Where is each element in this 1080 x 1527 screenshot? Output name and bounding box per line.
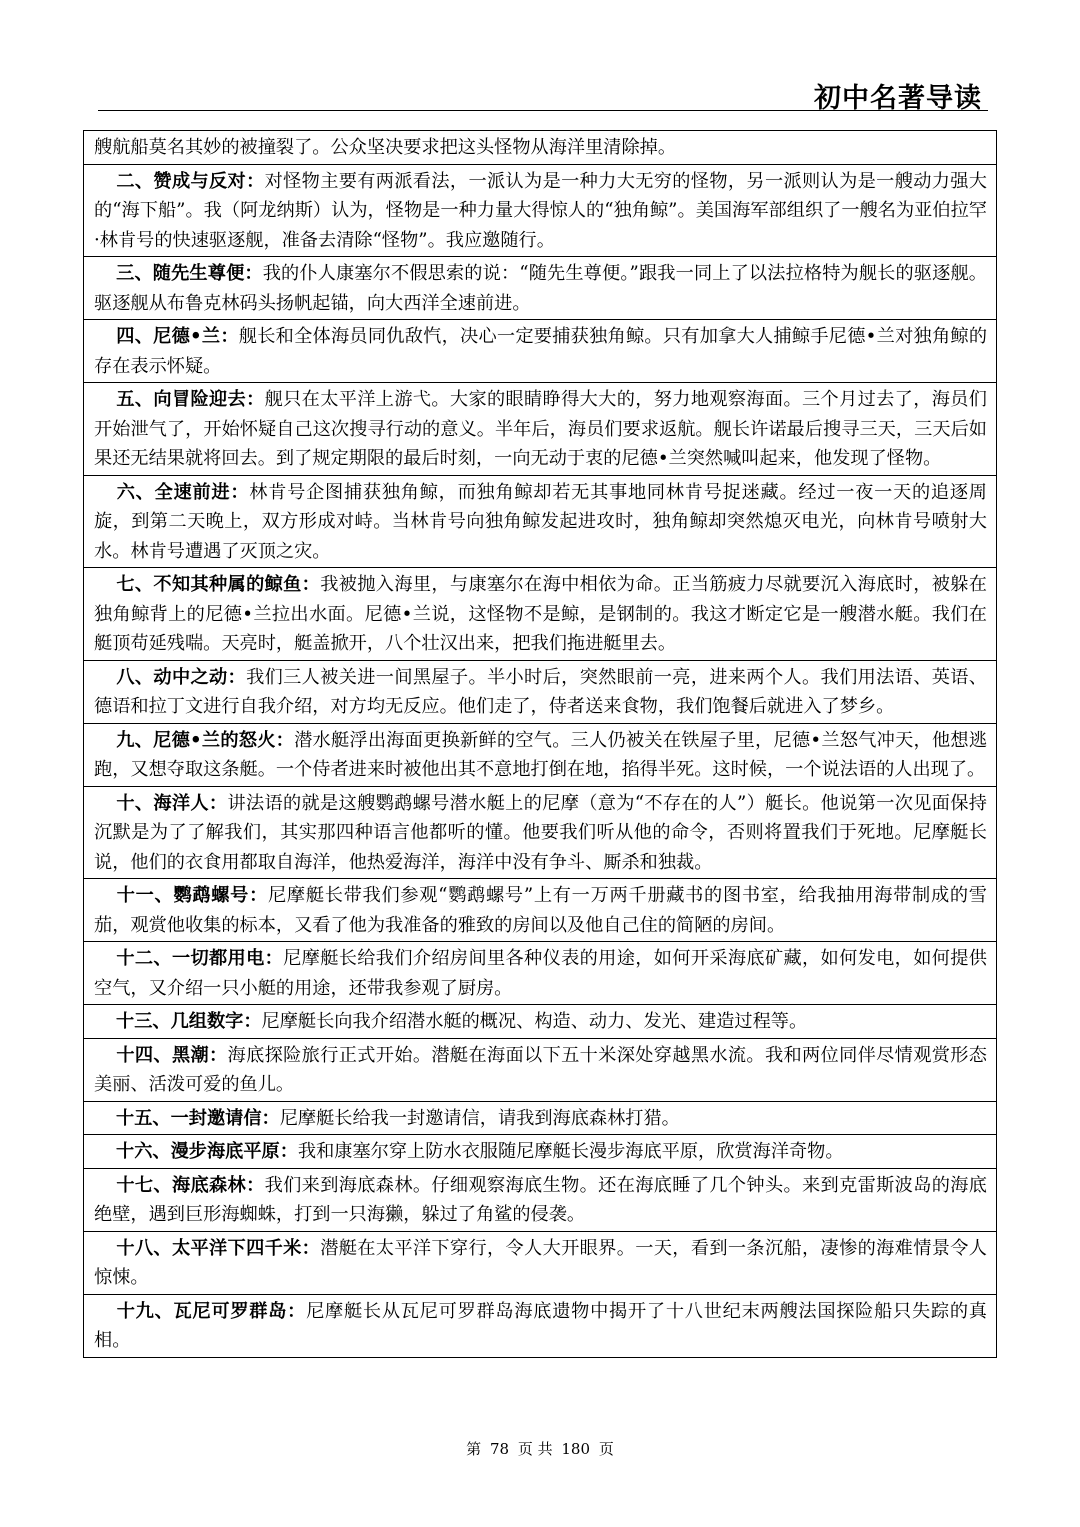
chapter-cell xyxy=(84,131,997,165)
chapter-summary-text: 对怪物主要有两派看法，一派认为是一种力大无穷的怪物，另一派则认为是一艘动力强大的“海下船”。我（阿龙纳斯）认为，怪物是一种力量大得惊人的“独角鲸”。美国海军部组织了一艘名为亚伯拉罕·林肯号的快速驱逐舰，准备去清除“怪物”。我应邀随行。 xyxy=(94,170,987,251)
chapter-cell xyxy=(84,320,997,383)
chapter-summary-text: 舰长和全体海员同仇敌忾，决心一定要捕获独角鲸。只有加拿大人捕鲸手尼德•兰对独角鲸的存在表示怀疑。 xyxy=(94,326,988,377)
table-row xyxy=(84,164,997,257)
chapter-summary-table xyxy=(83,130,997,1358)
chapter-cell xyxy=(84,723,997,786)
chapter-heading: 十四、黑潮： xyxy=(116,1044,228,1066)
table-row xyxy=(84,723,997,786)
table-row xyxy=(84,1101,997,1135)
chapter-heading: 十、海洋人： xyxy=(116,792,228,814)
chapter-cell xyxy=(84,1168,997,1231)
chapter-summary-text: 我们三人被关进一间黑屋子。半小时后，突然眼前一亮，进来两个人。我们用法语、英语、德语和拉丁文进行自我介绍，对方均无反应。他们走了，侍者送来食物，我们饱餐后就进入了梦乡。 xyxy=(94,666,987,717)
chapter-heading: 十三、几组数字： xyxy=(116,1011,262,1032)
table-row xyxy=(84,383,997,476)
footer-page-number: 78 xyxy=(489,1440,510,1458)
chapter-heading: 十一、鹦鹉螺号： xyxy=(116,885,268,906)
chapter-summary-text: 舰只在太平洋上游弋。大家的眼睛睁得大大的，努力地观察海面。三个月过去了，海员们开始泄气了，开始怀疑自己这次搜寻行动的意义。半年后，海员们要求返航。舰长许诺最后搜寻三天，三天后如果还无结果就将回去。到了规定期限的最后时刻，一向无动于衷的尼德•兰突然喊叫起来，他发现了怪物。 xyxy=(94,389,987,469)
chapter-summary-text: 艘航船莫名其妙的被撞裂了。公众坚决要求把这头怪物从海洋里清除掉。 xyxy=(94,137,677,158)
chapter-heading: 十八、太平洋下四千米： xyxy=(116,1237,321,1259)
chapter-heading: 十六、漫步海底平原： xyxy=(116,1141,298,1162)
chapter-summary-text: 讲法语的就是这艘鹦鹉螺号潜水艇上的尼摩（意为“不存在的人”）艇长。他说第一次见面保持沉默是为了了解我们，其实那四种语言他都听的懂。他要我们听从他的命令，否则将置我们于死地。尼摩艇长说，他们的衣食用都取自海洋，他热爱海洋，海洋中没有争斗、厮杀和独裁。 xyxy=(94,792,987,873)
table-row xyxy=(84,1231,997,1294)
chapter-summary-text: 我们来到海底森林。仔细观察海底生物。还在海底睡了几个钟头。来到克雷斯波岛的海底绝壁，遇到巨形海蜘蛛，打到一只海獭，躲过了角鲨的侵袭。 xyxy=(94,1174,987,1225)
chapter-cell xyxy=(84,1005,997,1039)
chapter-cell xyxy=(84,879,997,942)
chapter-cell xyxy=(84,164,997,257)
chapter-cell xyxy=(84,1101,997,1135)
chapter-cell xyxy=(84,383,997,476)
footer-prefix: 第 xyxy=(466,1440,482,1458)
content-table-wrapper xyxy=(83,130,997,1358)
chapter-summary-rows xyxy=(84,131,997,1358)
table-row xyxy=(84,1135,997,1169)
chapter-cell xyxy=(84,475,997,568)
chapter-summary-text: 我和康塞尔穿上防水衣服随尼摩艇长漫步海底平原，欣赏海洋奇物。 xyxy=(297,1141,844,1162)
header-divider xyxy=(98,110,988,111)
chapter-cell xyxy=(84,1038,997,1101)
chapter-heading: 九、尼德•兰的怒火： xyxy=(116,729,295,751)
footer-total-pages: 180 xyxy=(561,1440,591,1458)
chapter-summary-text: 我被抛入海里，与康塞尔在海中相依为命。正当筋疲力尽就要沉入海底时，被躲在独角鲸背上的尼德•兰拉出水面。尼德•兰说，这怪物不是鲸，是钢制的。我这才断定它是一艘潜水艇。我们在艇顶苟延残喘。天亮时，艇盖掀开，八个壮汉出来，把我们拖进艇里去。 xyxy=(94,574,987,654)
table-row xyxy=(84,1005,997,1039)
footer-middle: 页 共 xyxy=(517,1440,553,1458)
chapter-heading: 二、赞成与反对： xyxy=(116,170,265,192)
chapter-cell xyxy=(84,942,997,1005)
chapter-summary-text: 海底探险旅行正式开始。潜艇在海面以下五十米深处穿越黑水流。我和两位同伴尽情观赏形态美丽、活泼可爱的鱼儿。 xyxy=(94,1044,987,1095)
footer-suffix: 页 xyxy=(598,1440,614,1458)
chapter-heading: 四、尼德•兰： xyxy=(116,326,239,347)
chapter-cell xyxy=(84,568,997,661)
table-row xyxy=(84,1168,997,1231)
chapter-cell xyxy=(84,257,997,320)
table-row xyxy=(84,786,997,879)
chapter-heading: 十五、一封邀请信： xyxy=(116,1107,280,1129)
chapter-summary-text: 尼摩艇长带我们参观“鹦鹉螺号”上有一万两千册藏书的图书室，给我抽用海带制成的雪茄，观赏他收集的标本，又看了他为我准备的雅致的房间以及他自己住的简陋的房间。 xyxy=(94,885,987,936)
chapter-summary-text: 潜艇在太平洋下穿行，令人大开眼界。一天，看到一条沉船，凄惨的海难情景令人惊悚。 xyxy=(94,1237,987,1288)
chapter-cell xyxy=(84,1135,997,1169)
chapter-heading: 十七、海底森林： xyxy=(116,1174,265,1196)
chapter-summary-text: 潜水艇浮出海面更换新鲜的空气。三人仍被关在铁屋子里，尼德•兰怒气冲天，他想逃跑，又想夺取这条艇。一个侍者进来时被他出其不意地打倒在地，掐得半死。这时候，一个说法语的人出现了。 xyxy=(94,729,988,780)
table-row xyxy=(84,475,997,568)
table-row xyxy=(84,1038,997,1101)
chapter-summary-text: 尼摩艇长向我介绍潜水艇的概况、构造、动力、发光、建造过程等。 xyxy=(261,1011,808,1032)
chapter-heading: 七、不知其种属的鲸鱼： xyxy=(116,574,321,595)
chapter-heading: 八、动中之动： xyxy=(116,666,247,688)
chapter-summary-text: 尼摩艇长给我一封邀请信，请我到海底森林打猎。 xyxy=(279,1107,680,1129)
chapter-heading: 十二、一切都用电： xyxy=(116,948,284,969)
page-footer xyxy=(0,1438,1080,1459)
table-row xyxy=(84,257,997,320)
chapter-cell xyxy=(84,660,997,723)
table-row xyxy=(84,879,997,942)
header-title: 初中名著导读 xyxy=(814,83,982,114)
chapter-cell xyxy=(84,786,997,879)
chapter-summary-text: 林肯号企图捕获独角鲸，而独角鲸却若无其事地同林肯号捉迷藏。经过一夜一天的追逐周旋，到第二天晚上，双方形成对峙。当林肯号向独角鲸发起进攻时，独角鲸却突然熄灭电光，向林肯号喷射大水。林肯号遭遇了灭顶之灾。 xyxy=(94,481,987,562)
chapter-heading: 三、随先生尊便： xyxy=(116,263,263,284)
chapter-cell xyxy=(84,1231,997,1294)
chapter-summary-text: 尼摩艇长给我们介绍房间里各种仪表的用途，如何开采海底矿藏，如何发电，如何提供空气，又介绍一只小艇的用途，还带我参观了厨房。 xyxy=(94,948,987,999)
table-row xyxy=(84,568,997,661)
chapter-summary-text: 我的仆人康塞尔不假思索的说：“随先生尊便。”跟我一同上了以法拉格特为舰长的驱逐舰。驱逐舰从布鲁克林码头扬帆起锚，向大西洋全速前进。 xyxy=(94,263,987,314)
table-row xyxy=(84,131,997,165)
chapter-summary-text: 尼摩艇长从瓦尼可罗群岛海底遗物中揭开了十八世纪末两艘法国探险船只失踪的真相。 xyxy=(94,1300,987,1351)
table-row xyxy=(84,660,997,723)
chapter-heading: 十九、瓦尼可罗群岛： xyxy=(116,1300,307,1322)
table-row xyxy=(84,942,997,1005)
chapter-heading: 六、全速前进： xyxy=(116,481,250,503)
chapter-heading: 五、向冒险迎去： xyxy=(116,389,265,410)
chapter-cell xyxy=(84,1294,997,1357)
table-row xyxy=(84,320,997,383)
table-row xyxy=(84,1294,997,1357)
